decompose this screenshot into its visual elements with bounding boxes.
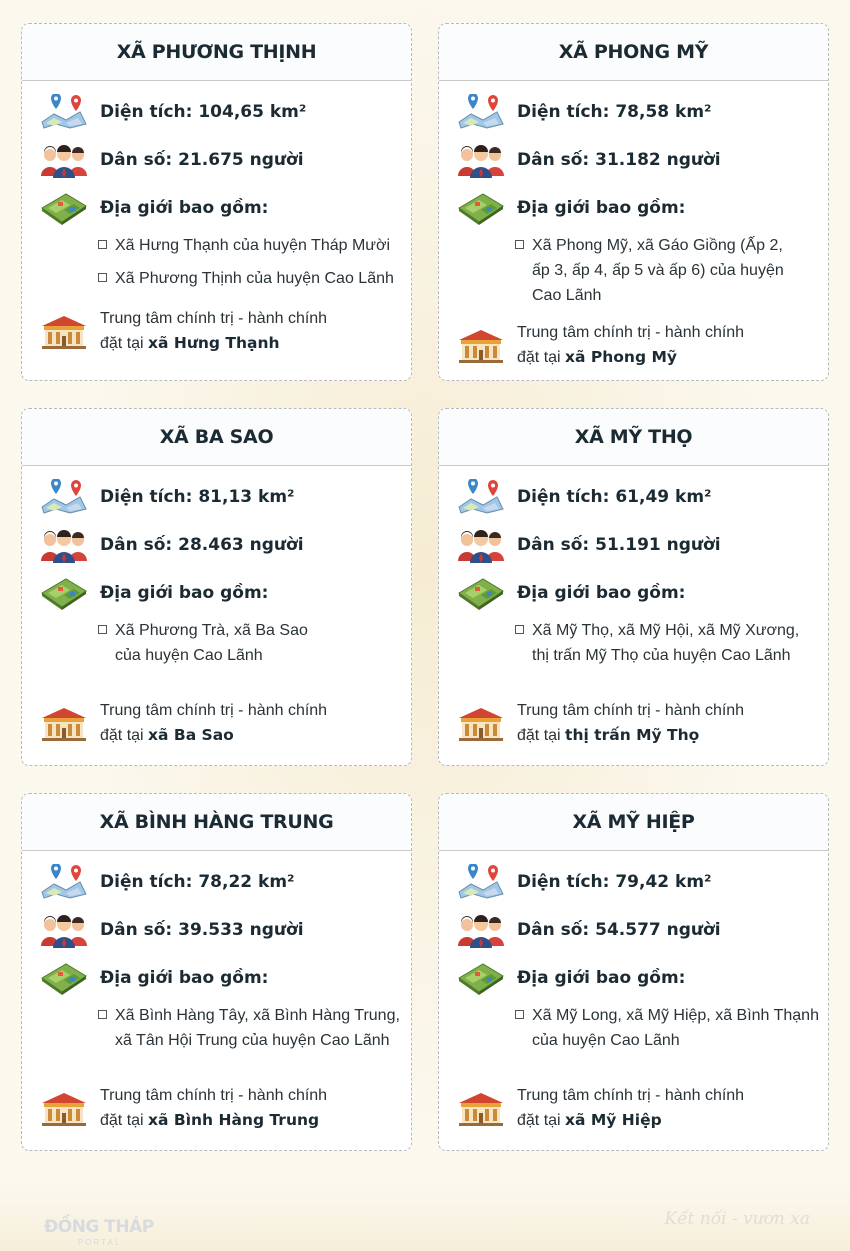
admin-center-place: xã Phong Mỹ [565, 348, 677, 366]
card-header [439, 409, 828, 466]
admin-center-location [517, 723, 744, 748]
admin-center-text [100, 306, 327, 356]
population-row [457, 142, 721, 178]
government-building-icon [457, 706, 505, 742]
government-building-icon [40, 1091, 88, 1127]
boundary-row [457, 190, 685, 226]
admin-center-row [457, 320, 744, 370]
land-map-icon [40, 960, 88, 996]
card-header [439, 24, 828, 81]
commune-card [21, 408, 412, 766]
area-value: Diện tích: 78,22 km² [100, 872, 295, 892]
admin-center-text [517, 1083, 744, 1133]
area-row [40, 479, 295, 515]
area-row [40, 864, 295, 900]
admin-center-row [457, 698, 744, 748]
commune-card [438, 23, 829, 381]
boundary-row [457, 960, 685, 996]
commune-card [438, 793, 829, 1151]
admin-center-label: Trung tâm chính trị - hành chính [100, 1087, 328, 1104]
boundary-row [40, 960, 268, 996]
admin-center-prefix: đặt tại [517, 1112, 566, 1129]
people-icon [40, 142, 88, 178]
checkbox-bullet-icon [515, 1010, 524, 1019]
boundary-item-text: Xã Mỹ Long, xã Mỹ Hiệp, xã Bình Thạnh của huyện Cao Lãnh [532, 1007, 819, 1049]
people-icon [457, 912, 505, 948]
admin-center-place: thị trấn Mỹ Thọ [565, 726, 700, 744]
people-icon [457, 527, 505, 563]
land-map-icon [457, 190, 505, 226]
admin-center-prefix: đặt tại [100, 335, 149, 352]
population-value: Dân số: 39.533 người [100, 920, 304, 940]
card-header [22, 409, 411, 466]
government-building-icon [40, 706, 88, 742]
checkbox-bullet-icon [515, 240, 524, 249]
admin-center-text [100, 1083, 327, 1133]
population-row [40, 142, 304, 178]
admin-center-place: xã Mỹ Hiệp [565, 1111, 662, 1129]
footer [0, 1181, 850, 1251]
admin-center-place: xã Hưng Thạnh [148, 334, 280, 352]
boundary-item-text: Xã Phong Mỹ, xã Gáo Giồng (Ấp 2, ấp 3, ấp 4, ấp 5 và ấp 6) của huyện Cao Lãnh [532, 237, 784, 304]
admin-center-location [517, 345, 744, 370]
footer-logo-sub: PORTAL [78, 1238, 122, 1247]
population-row [40, 912, 304, 948]
admin-center-label: Trung tâm chính trị - hành chính [100, 310, 328, 327]
admin-center-location [100, 331, 327, 356]
government-building-icon [40, 314, 88, 350]
commune-card [438, 408, 829, 766]
footer-logo: ĐỒNG THÁP [44, 1217, 154, 1237]
government-building-icon [457, 1091, 505, 1127]
map-pin-icon [40, 864, 88, 900]
map-pin-icon [457, 479, 505, 515]
area-value: Diện tích: 79,42 km² [517, 872, 712, 892]
land-map-icon [457, 575, 505, 611]
boundary-row [40, 190, 268, 226]
card-title: XÃ PHONG MỸ [558, 41, 709, 63]
land-map-icon [40, 575, 88, 611]
admin-center-row [40, 306, 327, 356]
area-value: Diện tích: 61,49 km² [517, 487, 712, 507]
population-value: Dân số: 28.463 người [100, 535, 304, 555]
map-pin-icon [40, 94, 88, 130]
map-pin-icon [457, 94, 505, 130]
land-map-icon [457, 960, 505, 996]
card-title: XÃ BA SAO [159, 426, 274, 448]
admin-center-label: Trung tâm chính trị - hành chính [517, 702, 745, 719]
admin-center-label: Trung tâm chính trị - hành chính [517, 324, 745, 341]
checkbox-bullet-icon [98, 273, 107, 282]
area-row [457, 864, 712, 900]
admin-center-prefix: đặt tại [100, 1112, 149, 1129]
admin-center-row [40, 1083, 327, 1133]
boundary-item [515, 233, 784, 308]
population-value: Dân số: 54.577 người [517, 920, 721, 940]
commune-card [21, 23, 412, 381]
land-map-icon [40, 190, 88, 226]
admin-center-label: Trung tâm chính trị - hành chính [517, 1087, 745, 1104]
boundary-label: Địa giới bao gồm: [517, 198, 686, 218]
admin-center-text [517, 320, 744, 370]
boundary-item-text: Xã Hưng Thạnh của huyện Tháp Mười [115, 237, 391, 254]
government-building-icon [457, 328, 505, 364]
boundary-item-text: Xã Phương Thịnh của huyện Cao Lãnh [115, 270, 394, 287]
boundary-item [515, 618, 799, 668]
card-title: XÃ PHƯƠNG THỊNH [116, 41, 317, 63]
area-row [40, 94, 306, 130]
people-icon [40, 912, 88, 948]
boundary-row [40, 575, 268, 611]
boundary-item [98, 618, 308, 668]
admin-center-label: Trung tâm chính trị - hành chính [100, 702, 328, 719]
boundary-label: Địa giới bao gồm: [517, 968, 686, 988]
card-header [439, 794, 828, 851]
admin-center-location [100, 1108, 327, 1133]
admin-center-location [517, 1108, 744, 1133]
admin-center-prefix: đặt tại [517, 349, 566, 366]
admin-center-text [100, 698, 327, 748]
area-value: Diện tích: 81,13 km² [100, 487, 295, 507]
boundary-row [457, 575, 685, 611]
boundary-item [98, 266, 394, 291]
boundary-item-text: Xã Phương Trà, xã Ba Sao của huyện Cao Lãnh [115, 622, 308, 664]
checkbox-bullet-icon [98, 240, 107, 249]
card-title: XÃ MỸ HIỆP [572, 811, 695, 833]
people-icon [40, 527, 88, 563]
population-row [40, 527, 304, 563]
boundary-label: Địa giới bao gồm: [100, 198, 269, 218]
admin-center-place: xã Ba Sao [148, 726, 234, 744]
boundary-item-text: Xã Mỹ Thọ, xã Mỹ Hội, xã Mỹ Xương, thị trấn Mỹ Thọ của huyện Cao Lãnh [532, 622, 800, 664]
area-value: Diện tích: 78,58 km² [517, 102, 712, 122]
map-pin-icon [457, 864, 505, 900]
card-title: XÃ MỸ THỌ [574, 426, 693, 448]
map-pin-icon [40, 479, 88, 515]
boundary-label: Địa giới bao gồm: [517, 583, 686, 603]
boundary-label: Địa giới bao gồm: [100, 968, 269, 988]
population-value: Dân số: 21.675 người [100, 150, 304, 170]
population-row [457, 527, 721, 563]
card-header [22, 24, 411, 81]
card-title: XÃ BÌNH HÀNG TRUNG [99, 811, 334, 833]
boundary-item [98, 1003, 400, 1053]
admin-center-prefix: đặt tại [100, 727, 149, 744]
admin-center-location [100, 723, 327, 748]
boundary-item [98, 233, 390, 258]
population-row [457, 912, 721, 948]
area-row [457, 94, 712, 130]
admin-center-text [517, 698, 744, 748]
checkbox-bullet-icon [98, 1010, 107, 1019]
admin-center-prefix: đặt tại [517, 727, 566, 744]
population-value: Dân số: 31.182 người [517, 150, 721, 170]
area-value: Diện tích: 104,65 km² [100, 102, 307, 122]
checkbox-bullet-icon [515, 625, 524, 634]
population-value: Dân số: 51.191 người [517, 535, 721, 555]
boundary-item-text: Xã Bình Hàng Tây, xã Bình Hàng Trung, xã Tân Hội Trung của huyện Cao Lãnh [115, 1007, 400, 1049]
commune-card [21, 793, 412, 1151]
admin-center-place: xã Bình Hàng Trung [148, 1111, 320, 1129]
checkbox-bullet-icon [98, 625, 107, 634]
boundary-label: Địa giới bao gồm: [100, 583, 269, 603]
boundary-item [515, 1003, 819, 1053]
admin-center-row [40, 698, 327, 748]
footer-slogan: Kết nối - vươn xa [664, 1209, 810, 1229]
admin-center-row [457, 1083, 744, 1133]
people-icon [457, 142, 505, 178]
area-row [457, 479, 712, 515]
card-header [22, 794, 411, 851]
